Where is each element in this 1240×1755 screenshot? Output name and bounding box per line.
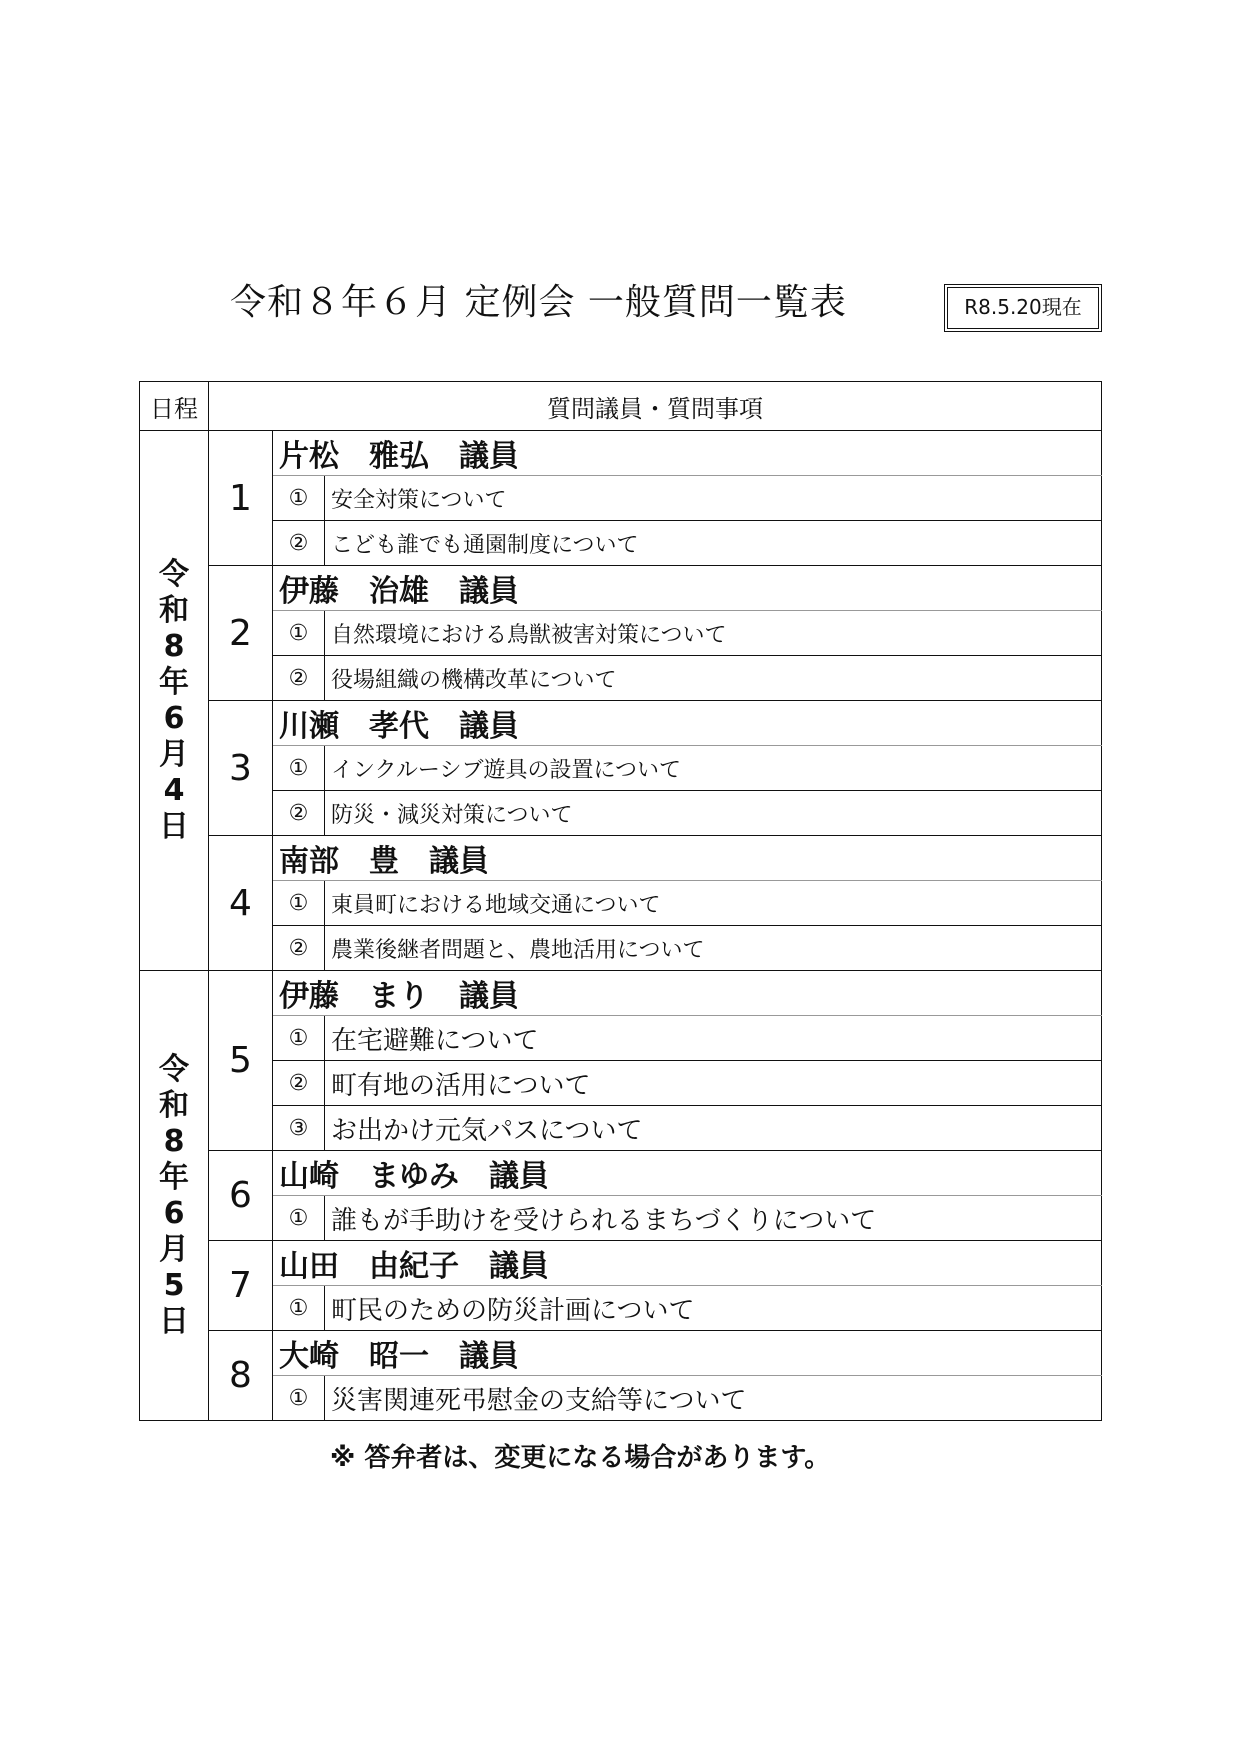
question-item-row (140, 521, 1102, 566)
item-marker: ① (273, 1286, 325, 1331)
item-marker: ② (273, 1061, 325, 1106)
question-item-row (140, 1286, 1102, 1331)
question-topic: 農業後継者問題と、農地活用について (325, 926, 1102, 971)
question-item-row (140, 1016, 1102, 1061)
member-name: 南部 豊 議員 (273, 836, 1102, 881)
item-marker: ③ (273, 1106, 325, 1151)
session-date-char: 令 (159, 1051, 189, 1087)
item-marker: ② (273, 791, 325, 836)
question-item-row (140, 1106, 1102, 1151)
session-date (140, 431, 209, 971)
question-number: 7 (209, 1241, 273, 1331)
question-topic: お出かけ元気パスについて (325, 1106, 1102, 1151)
session-date-char: 月 (159, 736, 189, 772)
item-marker: ② (273, 656, 325, 701)
member-name: 大崎 昭一 議員 (273, 1331, 1102, 1376)
question-item-row (140, 476, 1102, 521)
schedule-body (140, 431, 1102, 1421)
member-row (140, 1151, 1102, 1196)
question-item-row (140, 926, 1102, 971)
member-name: 伊藤 治雄 議員 (273, 566, 1102, 611)
question-topic: 在宅避難について (325, 1016, 1102, 1061)
question-topic: 安全対策について (325, 476, 1102, 521)
member-row (140, 566, 1102, 611)
session-date-char: 5 (163, 1267, 185, 1303)
question-item-row (140, 1196, 1102, 1241)
header-content: 質問議員・質問事項 (209, 382, 1102, 431)
question-number: 4 (209, 836, 273, 971)
question-topic: 東員町における地域交通について (325, 881, 1102, 926)
member-name: 伊藤 まり 議員 (273, 971, 1102, 1016)
item-marker: ① (273, 881, 325, 926)
item-marker: ① (273, 1016, 325, 1061)
session-date-char: 和 (159, 1087, 189, 1123)
member-row (140, 701, 1102, 746)
question-topic: 自然環境における鳥獣被害対策について (325, 611, 1102, 656)
item-marker: ① (273, 1376, 325, 1421)
member-row (140, 971, 1102, 1016)
question-item-row (140, 1376, 1102, 1421)
question-topic: 町民のための防災計画について (325, 1286, 1102, 1331)
question-topic: インクルーシブ遊具の設置について (325, 746, 1102, 791)
session-date-char: 日 (159, 1303, 189, 1339)
table-header-row (140, 382, 1102, 431)
question-number: 3 (209, 701, 273, 836)
question-item-row (140, 611, 1102, 656)
session-date-char: 日 (159, 808, 189, 844)
question-item-row (140, 881, 1102, 926)
item-marker: ② (273, 521, 325, 566)
question-number: 2 (209, 566, 273, 701)
session-date-char: 年 (159, 664, 189, 700)
member-name: 片松 雅弘 議員 (273, 431, 1102, 476)
question-topic: 災害関連死弔慰金の支給等について (325, 1376, 1102, 1421)
question-item-row (140, 1061, 1102, 1106)
session-date-char: 8 (163, 628, 185, 664)
question-topic: 誰もが手助けを受けられるまちづくりについて (325, 1196, 1102, 1241)
session-date-char: 月 (159, 1231, 189, 1267)
item-marker: ① (273, 611, 325, 656)
session-date-char: 年 (159, 1159, 189, 1195)
question-number: 1 (209, 431, 273, 566)
session-date-char: 6 (163, 700, 185, 736)
session-date-char: 6 (163, 1195, 185, 1231)
member-row (140, 1241, 1102, 1286)
member-name: 山田 由紀子 議員 (273, 1241, 1102, 1286)
member-name: 山崎 まゆみ 議員 (273, 1151, 1102, 1196)
session-date-char: 令 (159, 556, 189, 592)
member-row (140, 836, 1102, 881)
session-date (140, 971, 209, 1421)
item-marker: ① (273, 1196, 325, 1241)
session-date-char: 4 (163, 772, 185, 808)
as-of-date-badge: R8.5.20現在 (944, 284, 1102, 332)
item-marker: ① (273, 746, 325, 791)
footnote: ※ 答弁者は、変更になる場合があります。 (330, 1443, 831, 1473)
session-date-char: 和 (159, 592, 189, 628)
header-date: 日程 (140, 382, 209, 431)
question-number: 5 (209, 971, 273, 1151)
question-topic: 防災・減災対策について (325, 791, 1102, 836)
question-topic: 町有地の活用について (325, 1061, 1102, 1106)
question-item-row (140, 656, 1102, 701)
page-title: 令和８年６月 定例会 一般質問一覧表 (230, 282, 847, 323)
question-number: 8 (209, 1331, 273, 1421)
session-date-char: 8 (163, 1123, 185, 1159)
question-topic: 役場組織の機構改革について (325, 656, 1102, 701)
member-row (140, 431, 1102, 476)
question-item-row (140, 791, 1102, 836)
item-marker: ① (273, 476, 325, 521)
question-item-row (140, 746, 1102, 791)
item-marker: ② (273, 926, 325, 971)
question-number: 6 (209, 1151, 273, 1241)
member-name: 川瀬 孝代 議員 (273, 701, 1102, 746)
question-schedule-table (139, 381, 1102, 1421)
member-row (140, 1331, 1102, 1376)
question-topic: こども誰でも通園制度について (325, 521, 1102, 566)
